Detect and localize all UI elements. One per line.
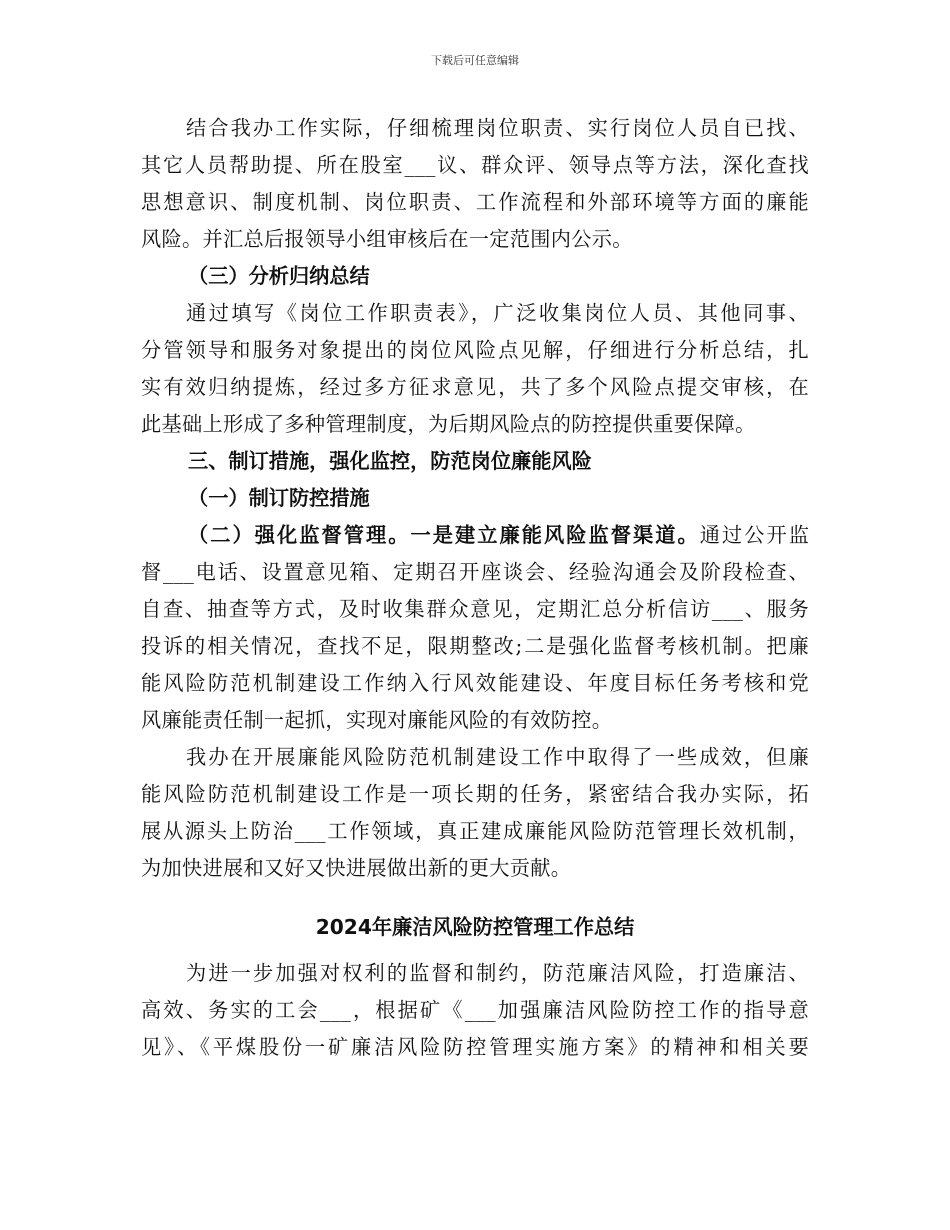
paragraph-line: 高效、务实的工会___，根据矿《___加强廉洁风险防控工作的指导意	[141, 998, 809, 1022]
paragraph-line: 分管领导和服务对象提出的岗位风险点见解，仔细进行分析总结，扎	[141, 338, 809, 362]
section-heading-3: 三、制订措施，强化监控，防范岗位廉能风险	[188, 449, 592, 473]
paragraph-line: 展从源头上防治___工作领域，真正建成廉能风险防范管理长效机制，	[141, 819, 809, 843]
paragraph-line: 督___电话、设置意见箱、定期召开座谈会、经验沟通会及阶段检查、	[141, 560, 809, 584]
paragraph-line: 为进一步加强对权利的监督和制约，防范廉洁风险，打造廉洁、	[186, 961, 809, 985]
paragraph-line: 投诉的相关情况，查找不足，限期整改;二是强化监督考核机制。把廉	[141, 634, 809, 658]
spacer	[141, 887, 809, 907]
bold-lead-text: （二）强化监督管理。一是建立廉能风险监督渠道。	[188, 523, 700, 547]
page-header: 下载后可任意编辑	[431, 54, 519, 67]
spacer	[141, 947, 809, 955]
document-body	[141, 110, 809, 1066]
paragraph-line: 我办在开展廉能风险防范机制建设工作中取得了一些成效，但廉	[186, 745, 809, 769]
paragraph-line: 通过填写《岗位工作职责表》，广泛收集岗位人员、其他同事、	[186, 301, 809, 325]
paragraph-line: 风廉能责任制一起抓，实现对廉能风险的有效防控。	[141, 708, 613, 732]
subheading-analysis: （三）分析归纳总结	[188, 264, 370, 288]
subheading-measures: （一）制订防控措施	[188, 486, 370, 510]
paragraph-line: 风险。并汇总后报领导小组审核后在一定范围内公示。	[141, 227, 633, 251]
paragraph-line-mixed	[141, 517, 809, 554]
paragraph-text: 通过公开监	[699, 523, 809, 547]
document-title: 2024年廉洁风险防控管理工作总结	[315, 915, 635, 939]
paragraph-line: 能风险防范机制建设工作是一项长期的任务，紧密结合我办实际，拓	[141, 782, 809, 806]
paragraph-line: 为加快进展和又好又快进展做出新的更大贡献。	[141, 856, 572, 880]
paragraph-line: 结合我办工作实际，仔细梳理岗位职责、实行岗位人员自已找、	[186, 116, 809, 140]
paragraph-line: 自查、抽查等方式，及时收集群众意见，定期汇总分析信访___、服务	[141, 597, 809, 621]
paragraph-line: 其它人员帮助提、所在股室___议、群众评、领导点等方法，深化查找	[141, 153, 809, 177]
paragraph-line: 此基础上形成了多种管理制度，为后期风险点的防控提供重要保障。	[141, 412, 756, 436]
paragraph-line: 见》、《平煤股份一矿廉洁风险防控管理实施方案》的精神和相关要	[141, 1035, 809, 1059]
paragraph-line: 能风险防范机制建设工作纳入行风效能建设、年度目标任务考核和党	[141, 671, 809, 695]
paragraph-line: 实有效归纳提炼，经过多方征求意见，共了多个风险点提交审核，在	[141, 375, 809, 399]
paragraph-line: 思想意识、制度机制、岗位职责、工作流程和外部环境等方面的廉能	[141, 190, 809, 214]
